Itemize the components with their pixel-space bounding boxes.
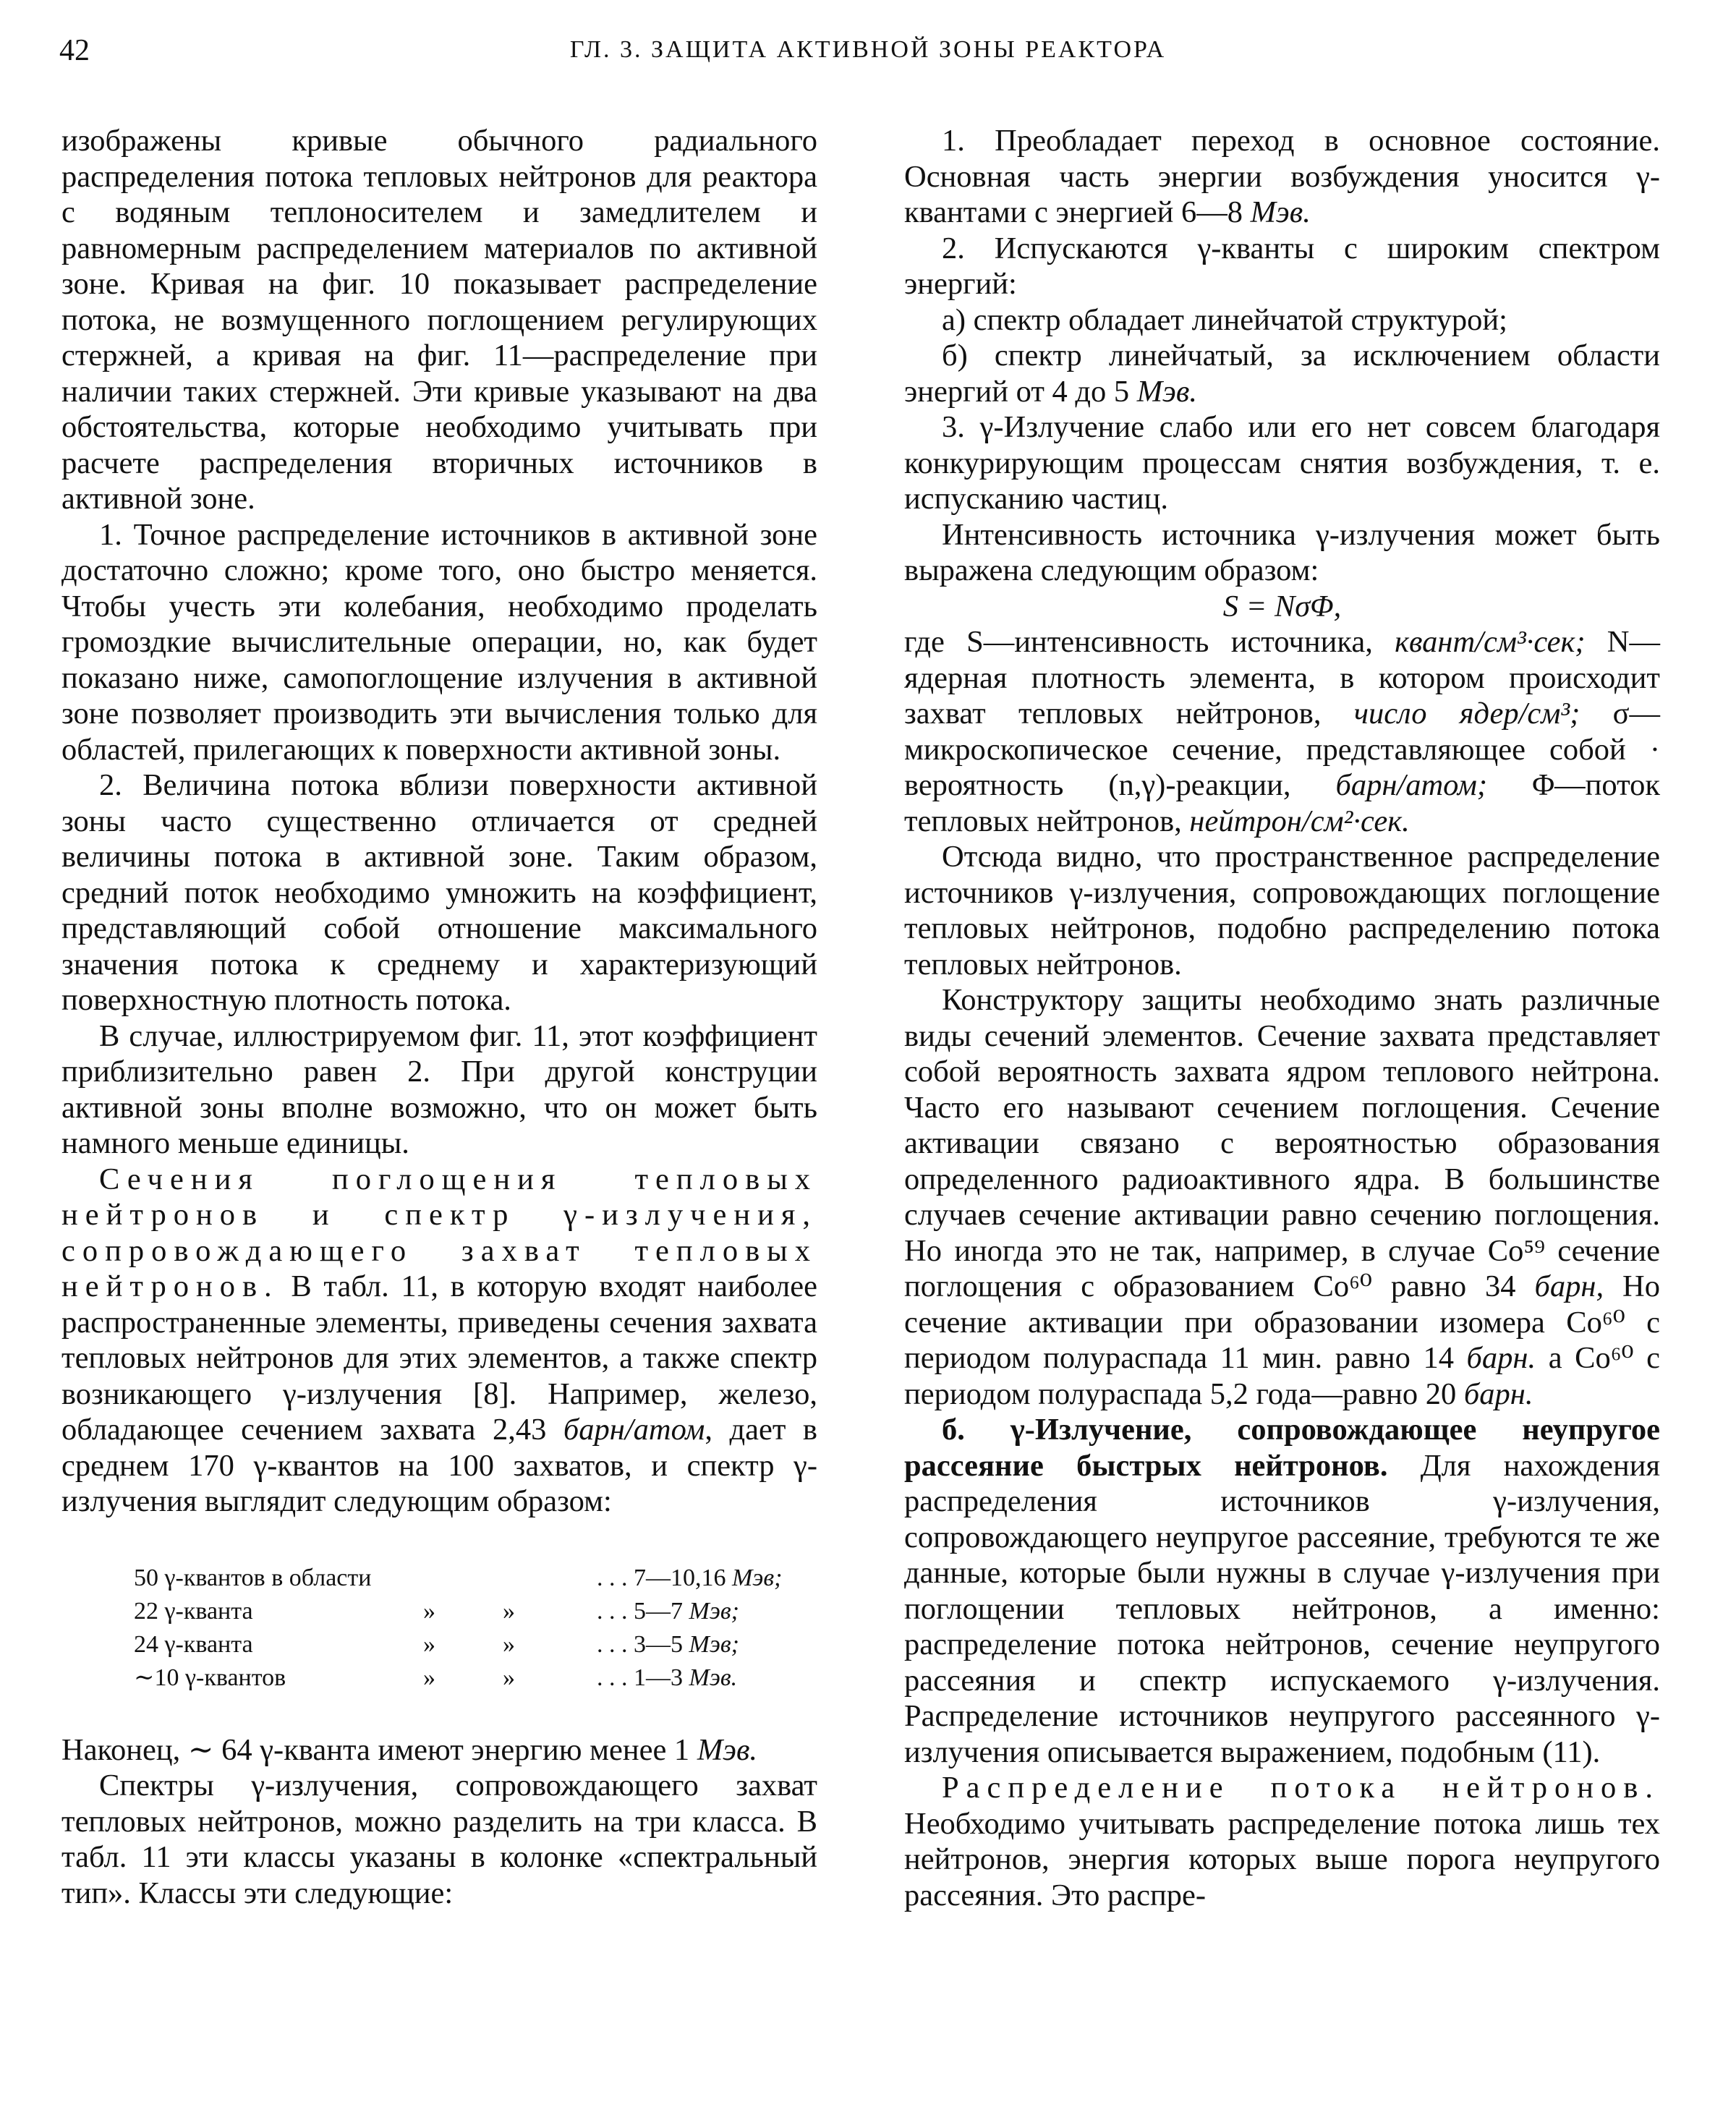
paragraph-capture-section (61, 1162, 817, 1520)
paragraph-point-1: 1. Точное распределение источников в активной зоне достаточно сложно; кроме того, оно быстро меняется. Чтобы учесть эти колебания, необходимо проделать громоздкие вычислительные операции, но, как будет показано ниже, самопоглощение излучения в активной зоне позволяет производить эти вычисления только для областей, прилегающих к поверхности активной зоны. (61, 517, 817, 767)
right-column (904, 123, 1660, 1913)
running-head: ГЛ. 3. ЗАЩИТА АКТИВНОЙ ЗОНЫ РЕАКТОРА (569, 36, 1167, 63)
paragraph-finally (61, 1732, 817, 1768)
paragraph-flux-distribution (904, 1770, 1660, 1913)
paragraph-class-3: 3. γ-Излучение слабо или его нет совсем благодаря конкурирующим процессам снятия возбуждения, т. е. испусканию частиц. (904, 410, 1660, 516)
spectrum-count: ∼10 γ-квантов (134, 1664, 286, 1691)
text-run: б) спектр линейчатый, за исключением области энергий от 4 до 5 (904, 339, 1660, 409)
unit-text: барн/атом (563, 1413, 705, 1447)
paragraph-continuation: изображены кривые обычного радиального распределения потока тепловых нейтронов для реактора с водяным теплоносителем и замедлителем и равномерным распределением материалов по активной зоне. Кривая на фиг. 10 показывает распределение потока, не возмущенного поглощением регулирующих стержней, а кривая на фиг. 11—распределение при наличии таких стержней. Эти кривые указывают на два обстоятельства, которые необходимо учитывать при расчете распределения вторичных источников в активной зоне. (61, 124, 817, 516)
spectrum-ditto: » (423, 1630, 435, 1658)
spectrum-ditto: » (503, 1597, 515, 1625)
spectrum-unit: Мэв; (732, 1564, 783, 1591)
spectrum-ditto: » (423, 1664, 435, 1691)
page-number: 42 (59, 34, 90, 67)
text-run: а Co⁶⁰ с периодом полураспада 5,2 года—равно 20 (904, 1341, 1660, 1411)
text-run: Но сечение активации при образовании изомера Co⁶⁰ с периодом полураспада 11 мин. равно 14 (904, 1269, 1660, 1375)
section-title-spaced: Сечения поглощения тепловых нейтронов и спектр γ-излучения, сопровождающего захват тепловых нейтронов. (61, 1162, 817, 1303)
spectrum-row (134, 1595, 817, 1628)
spectrum-dots: . . . (597, 1564, 628, 1591)
text-run: Наконец, ∼ 64 γ-кванта имеют энергию менее 1 (61, 1732, 697, 1767)
spectrum-range: 7—10,16 (634, 1564, 726, 1591)
text-run: В табл. 11, в которую входят наиболее распространенные элементы, приведены сечения захвата тепловых нейтронов для этих элементов, а также спектр возникающего γ-излучения [8]. Например, железо, обладающее сечением захвата 2,43 (61, 1269, 817, 1447)
spectrum-row (134, 1661, 817, 1695)
spectrum-dots: . . . (597, 1664, 628, 1691)
spectrum-table (134, 1562, 817, 1695)
unit-text: Мэв. (1136, 374, 1197, 409)
spectrum-unit: Мэв; (689, 1597, 739, 1625)
spectrum-row (134, 1562, 817, 1595)
left-column (61, 123, 817, 1911)
spectrum-unit: Мэв. (689, 1664, 738, 1691)
spectrum-dots: . . . (597, 1597, 628, 1625)
paragraph-class-2: 2. Испускаются γ-кванты с широким спектром энергий: (904, 231, 1660, 301)
spectrum-range: 1—3 (634, 1664, 683, 1691)
text-run: Необходимо учитывать распределение потока лишь тех нейтронов, энергия которых выше порога неупругого рассеяния. Это распре- (904, 1806, 1660, 1912)
paragraph-class-2a: а) спектр обладает линейчатой структурой; (942, 302, 1507, 337)
unit-text: барн/атом; (1335, 768, 1488, 802)
spectrum-ditto (503, 1562, 597, 1595)
unit-text: барн. (1463, 1376, 1533, 1411)
paragraph-class-2b (904, 338, 1660, 409)
text-run: 1. Преобладает переход в основное состояние. Основная часть энергии возбуждения уносится γ-квантами с энергией 6—8 (904, 124, 1660, 229)
paragraph-coefficient: В случае, иллюстрируемом фиг. 11, этот коэффициент приблизительно равен 2. При другой конструции активной зоны вполне возможно, что он может быть намного меньше единицы. (61, 1018, 817, 1160)
unit-text: барн. (1466, 1341, 1536, 1375)
section-title-spaced: Распределение потока нейтронов. (942, 1771, 1660, 1805)
paragraph-class-1 (904, 123, 1660, 231)
spectrum-count: 24 γ-кванта (134, 1630, 253, 1658)
paragraph-point-2: 2. Величина потока вблизи поверхности активной зоны часто существенно отличается от средней величины потока в активной зоне. Таким образом, средний поток необходимо умножить на коэффициент, представляющий собой отношение максимального значения потока к среднему и характеризующий поверхностную плотность потока. (61, 768, 817, 1017)
paragraph-designer (904, 982, 1660, 1412)
spectrum-count: 50 γ-квантов в области (134, 1564, 372, 1591)
paragraph-spectra-classes: Спектры γ-излучения, сопровождающего захват тепловых нейтронов, можно разделить на три класса. В табл. 11 эти классы указаны в колонке «спектральный тип». Классы эти следующие: (61, 1768, 817, 1910)
paragraph-intensity: Интенсивность источника γ-излучения может быть выражена следующим образом: (904, 517, 1660, 587)
spectrum-range: 3—5 (634, 1630, 683, 1658)
spectrum-count: 22 γ-кванта (134, 1597, 253, 1625)
spectrum-unit: Мэв; (689, 1630, 739, 1658)
text-run: σ—микроскопическое сечение, представляющее собой · вероятность (n,γ)-реакции, (904, 697, 1661, 802)
text-run: где S—интенсивность источника, (904, 625, 1395, 659)
spectrum-dots: . . . (597, 1630, 628, 1658)
formula: S = NσΦ, (1222, 589, 1342, 623)
spectrum-row (134, 1628, 817, 1661)
spectrum-ditto (423, 1562, 503, 1595)
text-run: Φ—поток тепловых нейтронов, (904, 768, 1660, 838)
spectrum-range: 5—7 (634, 1597, 683, 1625)
unit-text: Мэв. (1250, 195, 1311, 229)
text-run: N—ядерная плотность элемента, в котором происходит захват тепловых нейтронов, (904, 625, 1660, 731)
spectrum-ditto: » (423, 1597, 435, 1625)
paragraph-inelastic (904, 1412, 1660, 1770)
paragraph-definitions (904, 624, 1660, 839)
unit-text: нейтрон/см²·сек. (1189, 804, 1410, 838)
section-heading: б. γ-Излучение, сопровождающее неупругое рассеяние быстрых нейтронов. (904, 1413, 1660, 1483)
unit-text: число ядер/см³; (1353, 697, 1580, 731)
spectrum-ditto: » (503, 1664, 515, 1691)
unit-text: Мэв. (697, 1732, 758, 1767)
text-run: , дает в среднем 170 γ-квантов на 100 захватов, и спектр γ-излучения выглядит следующим образом: (61, 1413, 817, 1518)
text-run: Конструктору защиты необходимо знать различные виды сечений элементов. Сечение захвата представляет собой вероятность захвата ядром теплового нейтрона. Часто его называют сечением поглощения. Сечение активации связано с вероятностью образования определенного радиоактивного ядра. В большинстве случаев сечение активации равно сечению поглощения. Но иногда это не так, например, в случае Co⁵⁹ сечение поглощения с образованием Co⁶⁰ равно 34 (904, 983, 1660, 1303)
paragraph-spatial: Отсюда видно, что пространственное распределение источников γ-излучения, сопровождающих поглощение тепловых нейтронов, подобно распределению потока тепловых нейтронов. (904, 840, 1660, 982)
unit-text: квант/см³·сек; (1395, 625, 1586, 659)
spectrum-ditto: » (503, 1630, 515, 1658)
unit-text: барн, (1534, 1269, 1604, 1303)
text-run: Для нахождения распределения источников γ-излучения, сопровождающего неупругое рассеяние, требуются те же данные, которые были нужны в случае γ-излучения при поглощении тепловых нейтронов, а именно: распределение потока нейтронов, сечение неупругого рассеяния и спектр испускаемого γ-излучения. Распределение источников неупругого рассеянного γ-излучения описывается выражением, подобным (11). (904, 1448, 1660, 1769)
